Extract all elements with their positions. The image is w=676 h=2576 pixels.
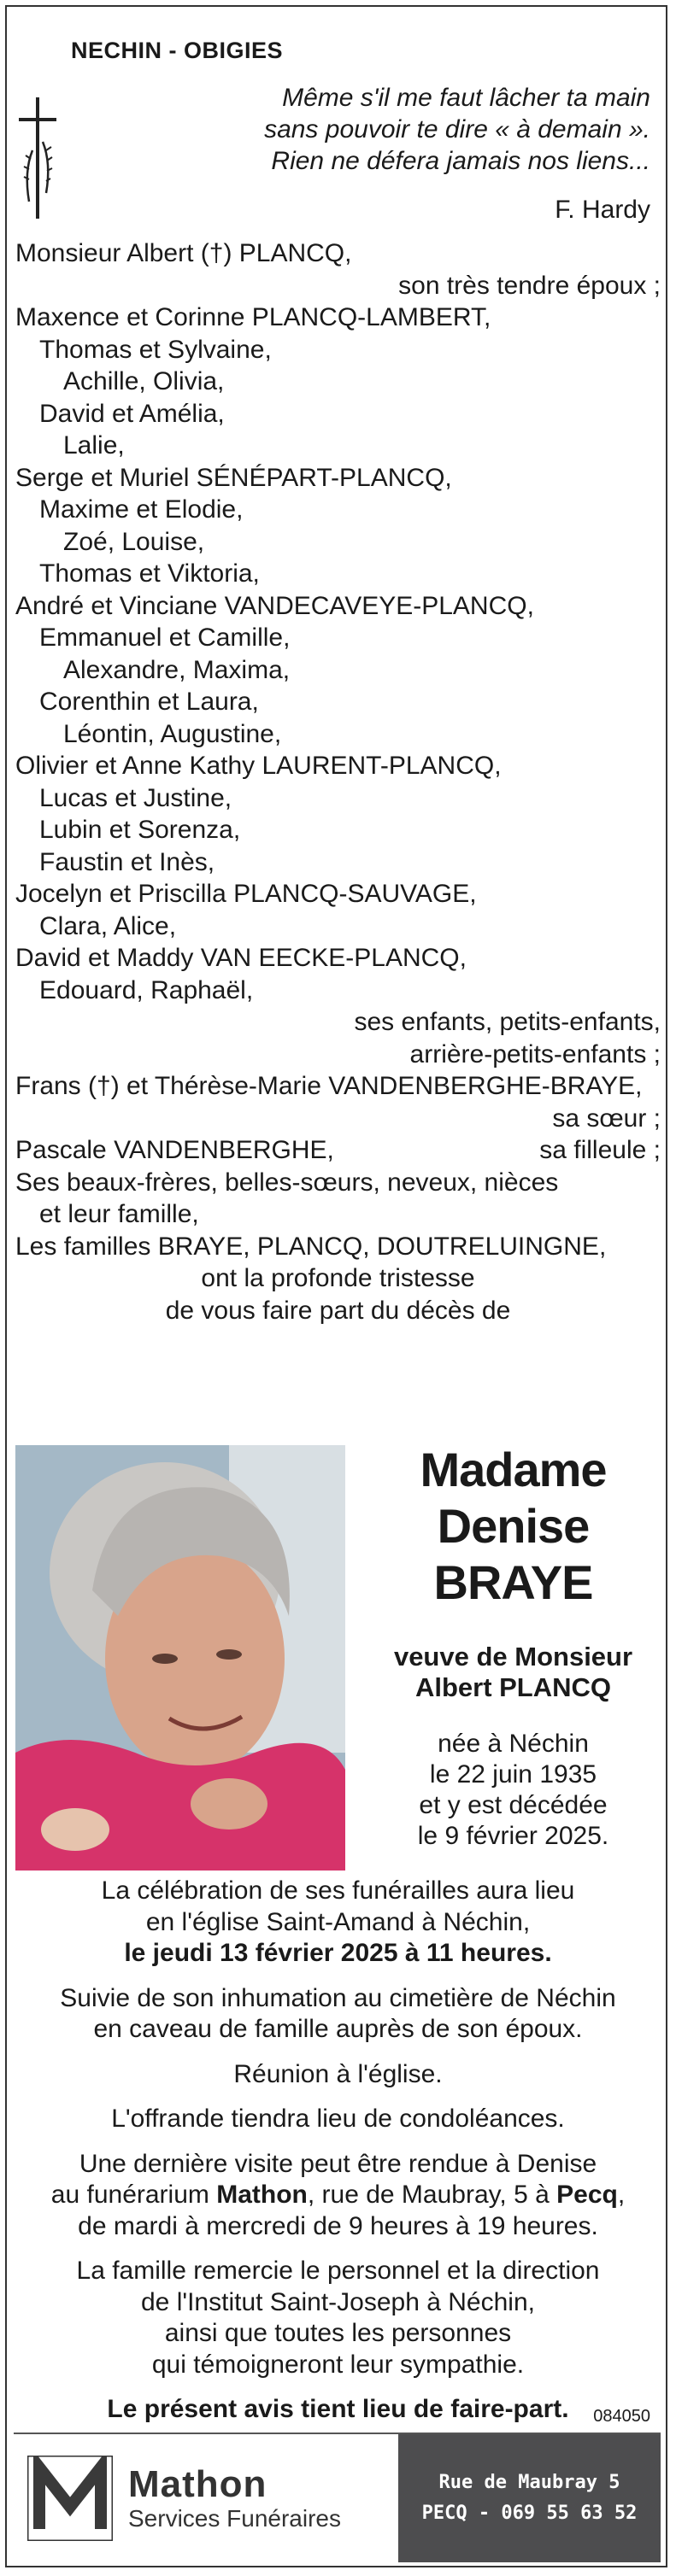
great-grandchildren: Léontin, Augustine, <box>63 719 282 748</box>
child-family: David et Maddy VAN EECKE-PLANCQ, <box>15 944 467 972</box>
widow-line <box>366 1642 661 1703</box>
goddaughter-role: sa filleule ; <box>539 1136 661 1164</box>
thanks-line: de l'Institut Saint-Joseph à Néchin, <box>141 2287 535 2316</box>
in-laws: Ses beaux-frères, belles-sœurs, neveux, nièces <box>15 1168 559 1197</box>
grandchild-family: Faustin et Inès, <box>39 847 215 876</box>
spouse-name: Monsieur Albert (†) PLANCQ, <box>15 239 352 267</box>
child-family: Maxence et Corinne PLANCQ-LAMBERT, <box>15 303 491 331</box>
birth-death <box>366 1729 661 1852</box>
poem-line: Rien ne défera jamais nos liens... <box>271 147 650 175</box>
portrait-photo <box>15 1445 345 1871</box>
sister-role: sa sœur ; <box>552 1104 661 1133</box>
location-header: NECHIN - OBIGIES <box>71 38 284 63</box>
poem <box>103 82 650 177</box>
child-family: Serge et Muriel SÉNÉPART-PLANCQ, <box>15 463 452 492</box>
funeral-home-logo <box>14 2434 398 2562</box>
announcement: ont la profonde tristesse <box>201 1264 475 1292</box>
grandchildren: Clara, Alice, <box>39 911 177 940</box>
great-grandchildren: Lalie, <box>63 431 125 460</box>
offering: L'offrande tiendra lieu de condoléances. <box>111 2105 565 2133</box>
cross-icon <box>17 91 58 219</box>
funeral-date-text: le jeudi 13 février 2025 à 11 heures <box>124 1939 545 1967</box>
grandchild-family: Corenthin et Laura, <box>39 688 259 716</box>
grandchildren: Edouard, Raphaël, <box>39 975 254 1004</box>
goddaughter-row <box>15 1134 661 1167</box>
announcement: de vous faire part du décès de <box>165 1296 511 1325</box>
deceased-title: Madame <box>420 1443 607 1496</box>
poem-line: Même s'il me faut lâcher ta main <box>282 84 650 112</box>
visit-text: , rue de Maubray, 5 à <box>307 2181 557 2209</box>
grandchild-family: Thomas et Viktoria, <box>39 559 260 588</box>
child-family: André et Vinciane VANDECAVEYE-PLANCQ, <box>15 591 534 620</box>
funeral-details <box>15 1876 661 2439</box>
poem-line: sans pouvoir te dire « à demain ». <box>264 115 650 143</box>
poem-author: F. Hardy <box>555 196 650 224</box>
children-role: arrière-petits-enfants ; <box>409 1039 661 1068</box>
thanks-line: ainsi que toutes les personnes <box>164 2319 512 2347</box>
funeral-home-address: Rue de Maubray 5 <box>438 2472 620 2493</box>
funeral-date: le jeudi 13 février 2025 à 11 heures. <box>124 1939 552 1967</box>
funeral-home-name: Mathon <box>216 2181 308 2209</box>
deceased-first-name: Denise <box>437 1499 590 1553</box>
thanks-line: qui témoigneront leur sympathie. <box>151 2350 525 2379</box>
visit <box>15 2149 661 2243</box>
in-laws-cont: et leur famille, <box>39 1200 199 1228</box>
great-grandchildren: Achille, Olivia, <box>63 367 225 395</box>
visit-line: au funérarium Mathon, rue de Maubray, 5 à Pecq, <box>50 2181 626 2209</box>
funeral-home-text <box>128 2464 341 2532</box>
great-grandchildren: Zoé, Louise, <box>63 527 205 556</box>
grandchild-family: Emmanuel et Camille, <box>39 624 291 652</box>
funeral-home-name: Mathon <box>128 2463 267 2505</box>
deceased-last-name: BRAYE <box>433 1555 593 1609</box>
birth-date: le 22 juin 1935 <box>429 1760 597 1789</box>
funeral-home-service: Services Funéraires <box>128 2505 341 2532</box>
families: Les familles BRAYE, PLANCQ, DOUTRELUINGNE, <box>15 1232 607 1261</box>
death-place: et y est décédée <box>419 1791 608 1819</box>
children-role: ses enfants, petits-enfants, <box>354 1008 661 1036</box>
widow-husband: Albert PLANCQ <box>414 1672 612 1702</box>
thanks <box>15 2256 661 2380</box>
great-grandchildren: Alexandre, Maxima, <box>63 655 291 684</box>
visit-line: de mardi à mercredi de 9 heures à 19 heures. <box>78 2211 598 2240</box>
burial-line: Suivie de son inhumation au cimetière de Néchin <box>60 1983 616 2012</box>
funeral-service <box>15 1876 661 1970</box>
m-logo-icon <box>27 2456 113 2541</box>
visit-text: au funérarium <box>50 2181 217 2209</box>
funeral-home-phone: PECQ - 069 55 63 52 <box>421 2503 638 2524</box>
birth-place: née à Néchin <box>438 1730 589 1758</box>
child-family: Jocelyn et Priscilla PLANCQ-SAUVAGE, <box>15 880 477 908</box>
burial-line: en caveau de famille auprès de son époux. <box>93 2015 583 2043</box>
reference-number: 084050 <box>593 2407 650 2426</box>
funeral-line: La célébration de ses funérailles aura lieu <box>101 1876 575 1905</box>
sister: Frans (†) et Thérèse-Marie VANDENBERGHE-BRAYE, <box>15 1072 643 1100</box>
notice: Le présent avis tient lieu de faire-part. <box>107 2395 569 2423</box>
meeting: Réunion à l'église. <box>233 2059 443 2088</box>
deceased-block <box>366 1442 661 1852</box>
child-family: Olivier et Anne Kathy LAURENT-PLANCQ, <box>15 752 502 780</box>
funeral-home-banner <box>14 2433 661 2562</box>
family-list <box>15 237 661 1326</box>
grandchild-family: David et Amélia, <box>39 399 225 428</box>
burial <box>15 1983 661 2046</box>
spouse-role: son très tendre époux ; <box>398 271 661 300</box>
grandchild-family: Thomas et Sylvaine, <box>39 335 272 364</box>
visit-line: Une dernière visite peut être rendue à Denise <box>79 2149 597 2178</box>
widow-of: veuve de Monsieur <box>393 1642 633 1671</box>
grandchild-family: Maxime et Elodie, <box>39 495 244 524</box>
thanks-line: La famille remercie le personnel et la direction <box>76 2257 600 2285</box>
goddaughter: Pascale VANDENBERGHE, <box>15 1136 334 1164</box>
funeral-home-contact <box>398 2434 661 2562</box>
visit-town: Pecq <box>556 2181 618 2209</box>
funeral-line: en l'église Saint-Amand à Néchin, <box>145 1907 531 1936</box>
death-date: le 9 février 2025. <box>417 1822 609 1850</box>
obituary-notice <box>5 5 667 2567</box>
grandchild-family: Lubin et Sorenza, <box>39 816 241 844</box>
grandchild-family: Lucas et Justine, <box>39 783 232 812</box>
